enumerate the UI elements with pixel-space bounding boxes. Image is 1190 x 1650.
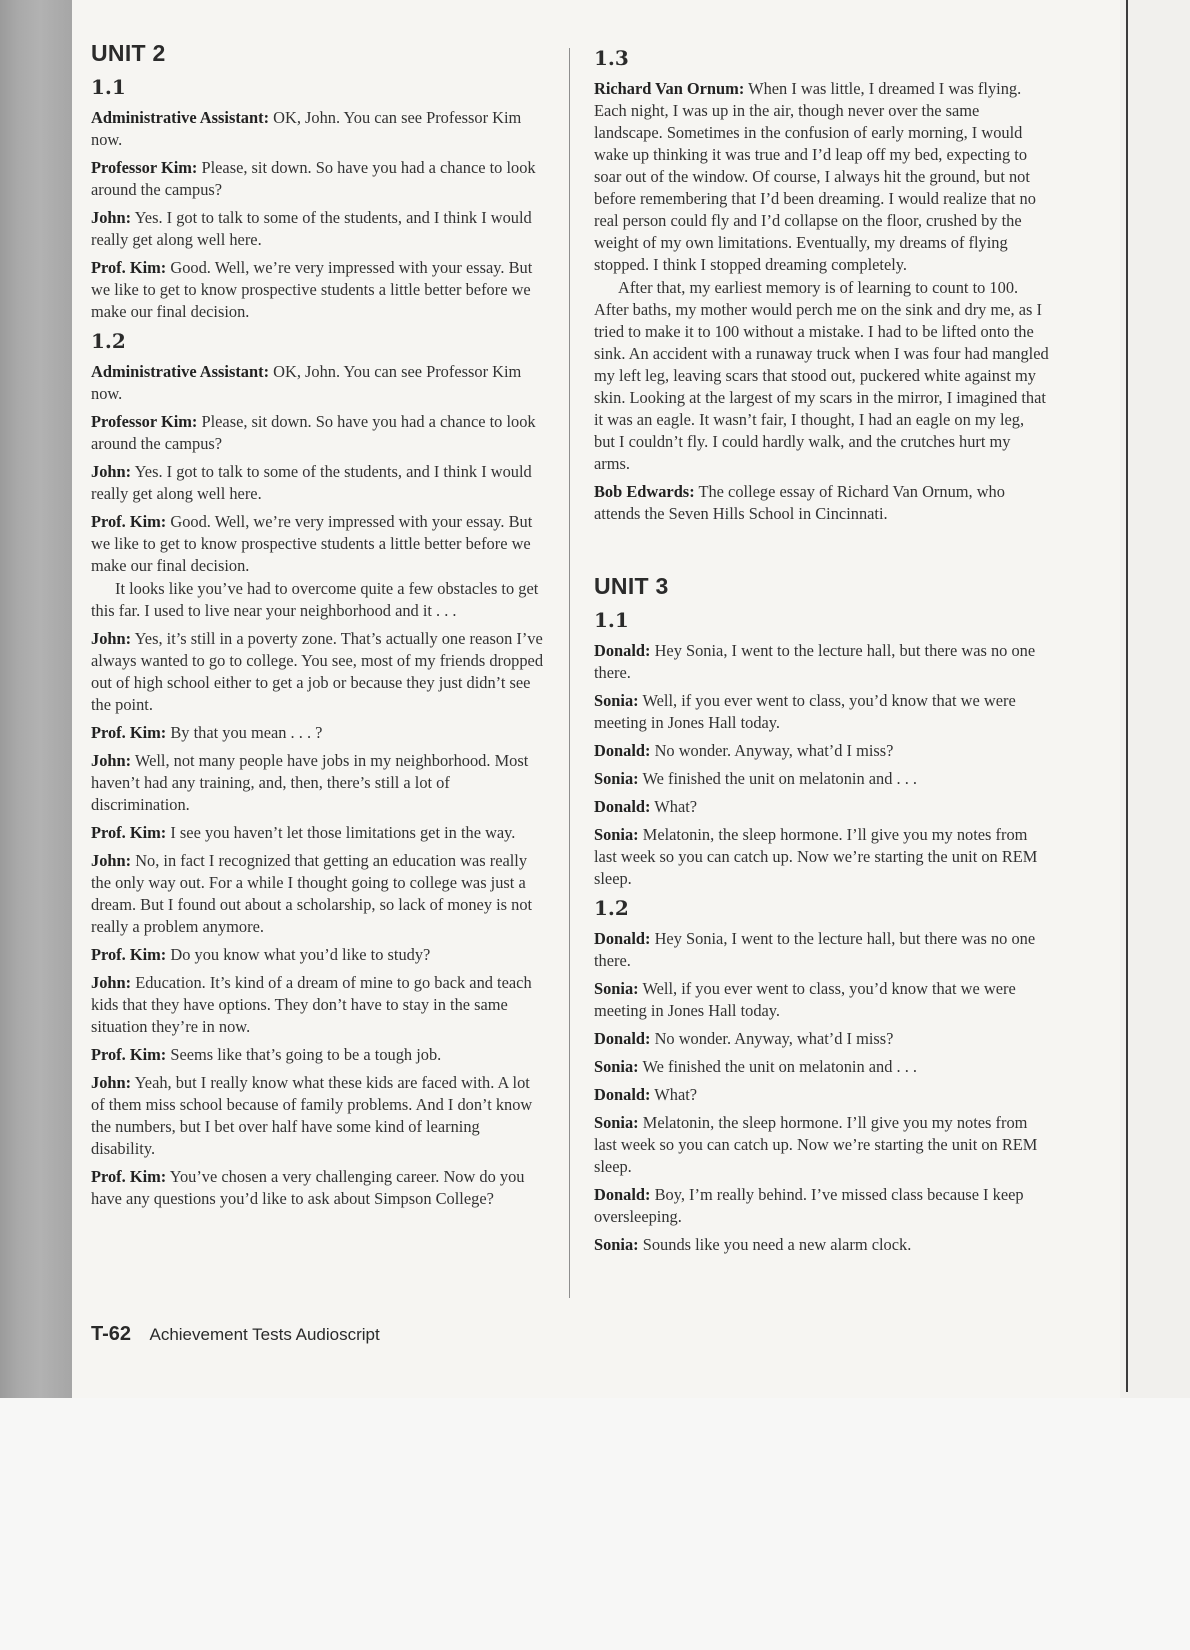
dialogue-paragraph — [91, 850, 546, 938]
speaker-name: Donald: — [594, 1185, 651, 1204]
section-heading: 1.2 — [594, 896, 629, 920]
speaker-name: Professor Kim: — [91, 158, 198, 177]
right-sections — [594, 608, 1049, 1256]
dialogue-paragraph — [91, 822, 546, 844]
speaker-name: Prof. Kim: — [91, 945, 167, 964]
page-footer — [91, 1323, 380, 1346]
dialogue-text: Yeah, but I really know what these kids are faced with. A lot of them miss school because of family problems. And I don’t know the numbers, but I bet over half have some kind of learning disability. — [91, 1073, 533, 1158]
speaker-name: Prof. Kim: — [91, 1167, 167, 1186]
dialogue-paragraph — [91, 207, 546, 251]
speaker-name: Sonia: — [594, 1235, 639, 1254]
dialogue-text: Well, not many people have jobs in my neighborhood. Most haven’t had any training, and, then, there’s still a lot of discrimination. — [91, 751, 529, 814]
dialogue-text: I see you haven’t let those limitations get in the way. — [170, 823, 516, 842]
dialogue-text: Sounds like you need a new alarm clock. — [642, 1235, 912, 1254]
section-heading: 1.1 — [594, 608, 629, 632]
dialogue-text: Boy, I’m really behind. I’ve missed class because I keep oversleeping. — [594, 1185, 1024, 1226]
dialogue-text: Please, sit down. So have you had a chance to look around the campus? — [91, 158, 536, 199]
dialogue-text: Please, sit down. So have you had a chance to look around the campus? — [91, 412, 536, 453]
dialogue-paragraph — [91, 461, 546, 505]
dialogue-paragraph — [594, 690, 1049, 734]
dialogue-text: What? — [654, 1085, 698, 1104]
section-spacer — [594, 531, 1049, 573]
dialogue-text: The college essay of Richard Van Ornum, who attends the Seven Hills School in Cincinnati. — [594, 482, 1005, 523]
dialogue-paragraph — [91, 750, 546, 816]
dialogue-paragraph — [594, 824, 1049, 890]
page-number: T-62 — [91, 1323, 132, 1345]
speaker-name: John: — [91, 208, 132, 227]
dialogue-text: Well, if you ever went to class, you’d know that we were meeting in Jones Hall today. — [594, 691, 1016, 732]
speaker-name: John: — [91, 751, 132, 770]
dialogue-paragraph — [594, 1112, 1049, 1178]
dialogue-paragraph — [594, 1056, 1049, 1078]
dialogue-paragraph — [91, 578, 546, 622]
dialogue-text: No, in fact I recognized that getting an education was really the only way out. For a while I thought going to college was just a dream. But I found out about a scholarship, so lack of money is not really a problem anymore. — [91, 851, 533, 936]
unit-heading: UNIT 3 — [594, 573, 669, 599]
dialogue-text: No wonder. Anyway, what’d I miss? — [654, 741, 894, 760]
dialogue-paragraph — [91, 1072, 546, 1160]
speaker-name: John: — [91, 629, 132, 648]
speaker-name: Sonia: — [594, 825, 639, 844]
dialogue-text: Good. Well, we’re very impressed with your essay. But we like to get to know prospective students a little better before we make our final decision. — [91, 512, 533, 575]
right-top-section — [594, 46, 1049, 525]
unit-heading: UNIT 2 — [91, 40, 166, 66]
dialogue-text: We finished the unit on melatonin and . . . — [642, 1057, 917, 1076]
dialogue-text: Well, if you ever went to class, you’d know that we were meeting in Jones Hall today. — [594, 979, 1016, 1020]
speaker-name: Prof. Kim: — [91, 723, 167, 742]
speaker-name: Prof. Kim: — [91, 1045, 167, 1064]
speaker-name: Prof. Kim: — [91, 512, 167, 531]
column-divider — [569, 48, 570, 1298]
scanner-background — [0, 1398, 1190, 1650]
speaker-name: John: — [91, 1073, 132, 1092]
speaker-name: Richard Van Ornum: — [594, 79, 745, 98]
dialogue-paragraph — [91, 361, 546, 405]
dialogue-paragraph — [91, 511, 546, 577]
dialogue-paragraph — [594, 277, 1049, 475]
speaker-name: Administrative Assistant: — [91, 362, 270, 381]
dialogue-text: Hey Sonia, I went to the lecture hall, but there was no one there. — [594, 929, 1036, 970]
dialogue-paragraph — [91, 107, 546, 151]
speaker-name: Bob Edwards: — [594, 482, 695, 501]
dialogue-text: Hey Sonia, I went to the lecture hall, but there was no one there. — [594, 641, 1036, 682]
dialogue-text: OK, John. You can see Professor Kim now. — [91, 108, 522, 149]
dialogue-text: You’ve chosen a very challenging career. Now do you have any questions you’d like to ask about Simpson College? — [91, 1167, 525, 1208]
dialogue-paragraph — [91, 972, 546, 1038]
dialogue-paragraph — [91, 1044, 546, 1066]
dialogue-text: When I was little, I dreamed I was flying. Each night, I was up in the air, though never over the same landscape. Sometimes in the confusion of early morning, I would wake up thinking it was true and I’d leap off my bed, expecting to soar out of the window. Of course, I always hit the ground, but not before remembering that I’d been dreaming. I would realize that no real person could fly and I’d collapse on the floor, crushed by the weight of my own limitations. Eventually, my dreams of flying stopped. I think I stopped dreaming completely. — [594, 79, 1036, 274]
speaker-name: Sonia: — [594, 1113, 639, 1132]
dialogue-text: No wonder. Anyway, what’d I miss? — [654, 1029, 894, 1048]
left-sections — [91, 75, 546, 1210]
dialogue-paragraph — [91, 628, 546, 716]
dialogue-paragraph — [594, 740, 1049, 762]
speaker-name: Sonia: — [594, 1057, 639, 1076]
dialogue-text: We finished the unit on melatonin and . . . — [642, 769, 917, 788]
dialogue-paragraph — [91, 257, 546, 323]
dialogue-text: Yes. I got to talk to some of the students, and I think I would really get along well here. — [91, 208, 532, 249]
left-column — [91, 40, 546, 1216]
dialogue-paragraph — [594, 78, 1049, 276]
dialogue-paragraph — [91, 1166, 546, 1210]
dialogue-text: OK, John. You can see Professor Kim now. — [91, 362, 522, 403]
speaker-name: Prof. Kim: — [91, 258, 167, 277]
dialogue-text: Seems like that’s going to be a tough job. — [170, 1045, 442, 1064]
dialogue-text: After that, my earliest memory is of learning to count to 100. After baths, my mother would perch me on the sink and dry me, as I tried to make it to 100 without a mistake. I had to be lifted onto the sink. An accident with a runaway truck when I was four had mangled my left leg, leaving scars that stood out, puckered white against my skin. Looking at the largest of my scars in the mirror, I imagined that it was an eagle. It wasn’t fair, I thought, I had an eagle on my leg, but I couldn’t fly. I could hardly walk, and the crutches hurt my arms. — [594, 278, 1049, 473]
dialogue-text: What? — [654, 797, 698, 816]
speaker-name: Donald: — [594, 797, 651, 816]
dialogue-paragraph — [91, 157, 546, 201]
speaker-name: Sonia: — [594, 769, 639, 788]
dialogue-paragraph — [91, 722, 546, 744]
dialogue-text: Education. It’s kind of a dream of mine to go back and teach kids that they have options. They don’t have to stay in the same situation they’re in now. — [91, 973, 532, 1036]
dialogue-paragraph — [91, 944, 546, 966]
dialogue-paragraph — [594, 1234, 1049, 1256]
speaker-name: Professor Kim: — [91, 412, 198, 431]
speaker-name: John: — [91, 973, 132, 992]
speaker-name: Sonia: — [594, 691, 639, 710]
dialogue-paragraph — [594, 768, 1049, 790]
dialogue-text: By that you mean . . . ? — [170, 723, 323, 742]
dialogue-paragraph — [594, 1084, 1049, 1106]
dialogue-paragraph — [594, 1184, 1049, 1228]
dialogue-text: It looks like you’ve had to overcome quite a few obstacles to get this far. I used to live near your neighborhood and it . . . — [91, 579, 539, 620]
speaker-name: Donald: — [594, 741, 651, 760]
dialogue-text: Melatonin, the sleep hormone. I’ll give you my notes from last week so you can catch up. Now we’re starting the unit on REM sleep. — [594, 1113, 1038, 1176]
section-heading: 1.3 — [594, 46, 629, 70]
section-heading: 1.2 — [91, 329, 126, 353]
right-column — [594, 40, 1049, 1262]
dialogue-text: Good. Well, we’re very impressed with your essay. But we like to get to know prospective students a little better before we make our final decision. — [91, 258, 533, 321]
section-heading: 1.1 — [91, 75, 126, 99]
dialogue-text: Yes, it’s still in a poverty zone. That’s actually one reason I’ve always wanted to go to college. You see, most of my friends dropped out of high school either to get a job or because they just didn’t see the point. — [91, 629, 544, 714]
dialogue-paragraph — [594, 481, 1049, 525]
dialogue-paragraph — [91, 411, 546, 455]
page-right-edge — [1120, 0, 1190, 1398]
dialogue-paragraph — [594, 928, 1049, 972]
book-binding-shadow — [0, 0, 72, 1398]
dialogue-paragraph — [594, 1028, 1049, 1050]
speaker-name: Donald: — [594, 641, 651, 660]
dialogue-text: Melatonin, the sleep hormone. I’ll give you my notes from last week so you can catch up. Now we’re starting the unit on REM sleep. — [594, 825, 1038, 888]
dialogue-text: Yes. I got to talk to some of the students, and I think I would really get along well here. — [91, 462, 532, 503]
speaker-name: John: — [91, 462, 132, 481]
footer-title: Achievement Tests Audioscript — [149, 1325, 380, 1344]
speaker-name: Sonia: — [594, 979, 639, 998]
speaker-name: Prof. Kim: — [91, 823, 167, 842]
dialogue-paragraph — [594, 796, 1049, 818]
dialogue-paragraph — [594, 640, 1049, 684]
speaker-name: Donald: — [594, 929, 651, 948]
dialogue-text: Do you know what you’d like to study? — [170, 945, 431, 964]
speaker-name: Donald: — [594, 1029, 651, 1048]
speaker-name: Donald: — [594, 1085, 651, 1104]
page-edge-line — [1126, 0, 1128, 1392]
speaker-name: John: — [91, 851, 132, 870]
speaker-name: Administrative Assistant: — [91, 108, 270, 127]
dialogue-paragraph — [594, 978, 1049, 1022]
